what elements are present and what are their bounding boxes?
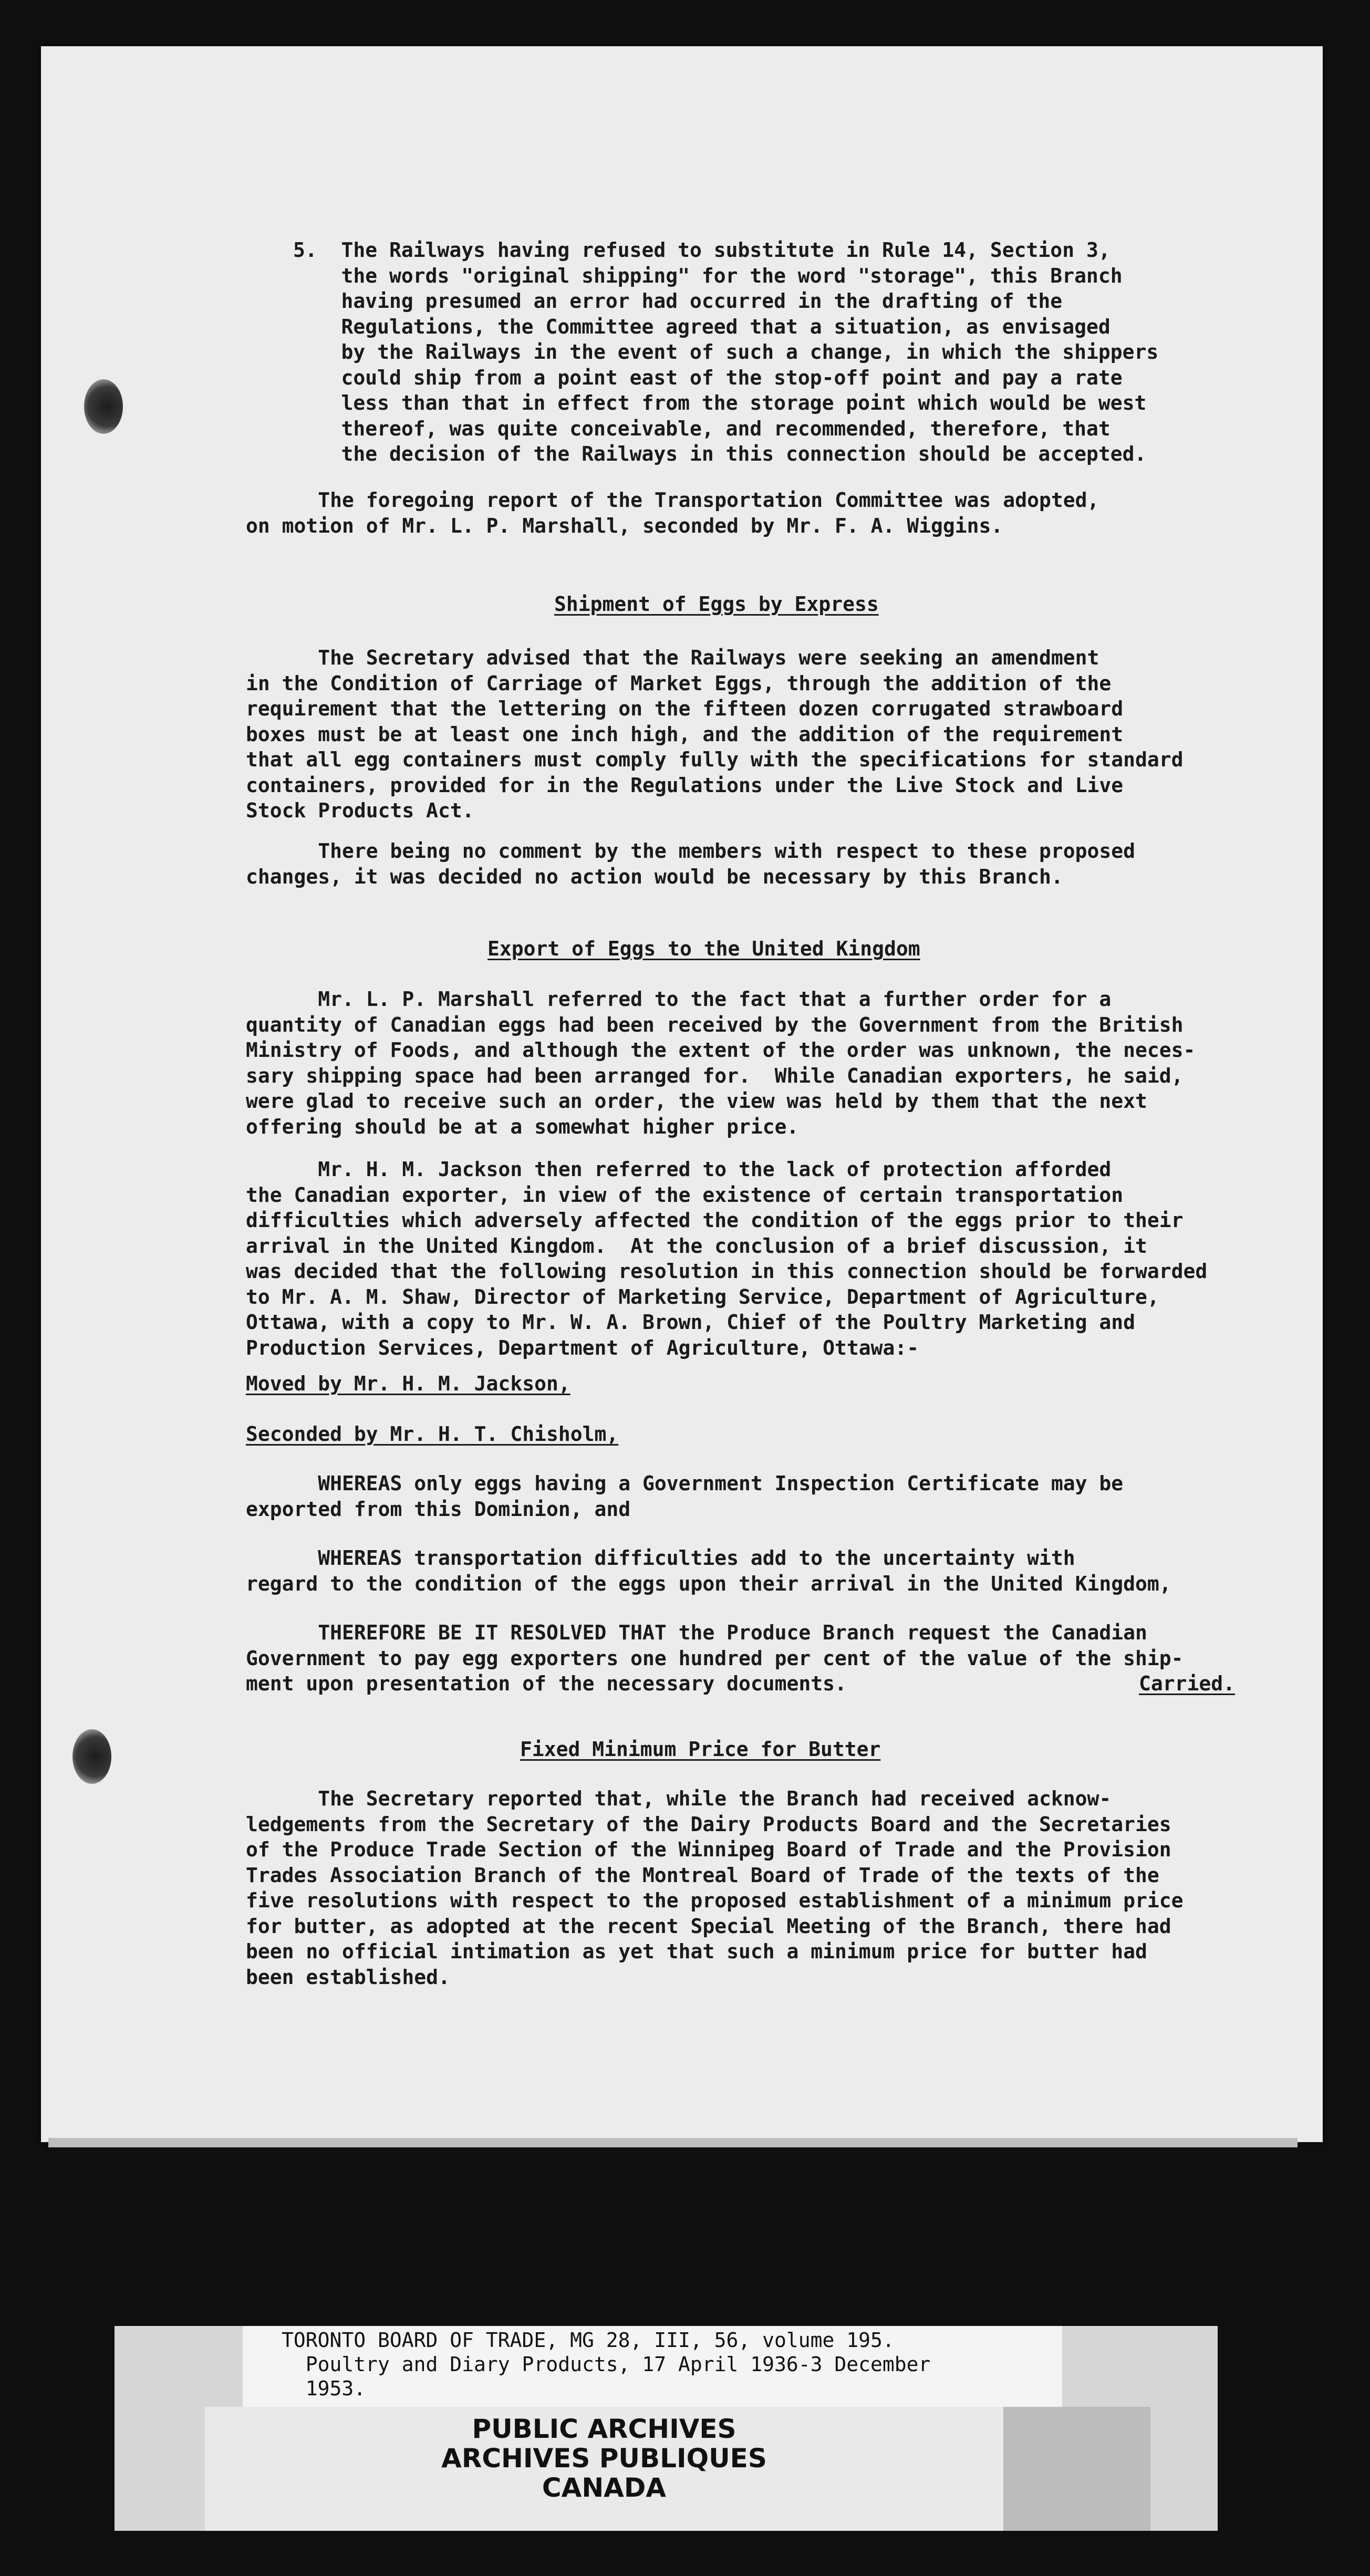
archive-label-tab	[1003, 2407, 1150, 2531]
export-uk-paragraph-2: Mr. H. M. Jackson then referred to the lack of protection afforded the Canadian exporter, in view of the existence of certain transportation difficulties which adversely affected the condition of the eggs prior to their arrival in the United Kingdom. At the conclusion of a brief discussion, it was decided that the following resolution in this connection should be forwarded to Mr. A. M. Shaw, Director of Marketing Service, Department of Agriculture, Ottawa, with a copy to Mr. W. A. Brown, Chief of the Poultry Marketing and Production Services, Department of Agriculture, Ottawa:-	[246, 1158, 1208, 1359]
item-5-paragraph: 5. The Railways having refused to substitute in Rule 14, Section 3, the words "original shipping" for the word "storage", this Branch having presumed an error had occurred in the drafting of the Regulations, the Committee agreed that a situation, as envisaged by the Railways in the event of such a change, in which the shippers could ship from a point east of the stop-off point and pay a rate less than that in effect from the storage point which would be west thereof, was quite conceivable, and recommended, therefore, that the decision of the Railways in this connection should be accepted.	[293, 238, 1159, 465]
page-edge	[48, 2138, 1298, 2147]
carried: Carried.	[1139, 1672, 1236, 1695]
seconded-by: Seconded by Mr. H. T. Chisholm,	[246, 1422, 619, 1446]
stamp-public-archives: PUBLIC ARCHIVES	[472, 2414, 736, 2444]
citation-line-2: Poultry and Diary Products, 17 April 1936-3 December	[282, 2353, 931, 2376]
stamp-canada: CANADA	[542, 2473, 667, 2503]
heading-export-uk: Export of Eggs to the United Kingdom	[487, 937, 920, 960]
eggs-express-paragraph-1: The Secretary advised that the Railways were seeking an amendment in the Condition of Carriage of Market Eggs, through the addition of the requirement that the lettering on the fifteen dozen corrugated strawboard boxes must be at least one inch high, and the addition of the requirement that all egg containers must comply fully with the specifications for standard containers, provided for in the Regulations under the Live Stock and Live Stock Products Act.	[246, 646, 1184, 822]
eggs-express-paragraph-2: There being no comment by the members with respect to these proposed changes, it was decided no action would be necessary by this Branch.	[246, 839, 1135, 888]
citation-line-1: TORONTO BOARD OF TRADE, MG 28, III, 56, volume 195.	[282, 2329, 895, 2352]
punch-hole-bottom	[72, 1729, 111, 1784]
whereas-1: WHEREAS only eggs having a Government Inspection Certificate may be exported from this Dominion, and	[246, 1472, 1124, 1521]
resolved-clause: THEREFORE BE IT RESOLVED THAT the Produce Branch request the Canadian Government to pay egg exporters one hundred per cent of the value of the ship- ment upon presentation of the necessary documents.	[246, 1621, 1184, 1695]
adoption-paragraph: The foregoing report of the Transportation Committee was adopted, on motion of Mr. L. P. Marshall, seconded by Mr. F. A. Wiggins.	[246, 489, 1099, 537]
heading-shipment-of-eggs: Shipment of Eggs by Express	[554, 593, 879, 616]
stamp-archives-publiques: ARCHIVES PUBLIQUES	[441, 2443, 767, 2474]
punch-hole-top	[84, 379, 123, 434]
butter-paragraph: The Secretary reported that, while the Branch had received acknow- ledgements from the Secretary of the Dairy Products Board and the Secretaries of the Produce Trade Section of the Winnipeg Board of Trade and the Provision Trades Association Branch of the Montreal Board of Trade of the texts of the five resolutions with respect to the proposed establishment of a minimum price for butter, as adopted at the recent Special Meeting of the Branch, there had been no official intimation as yet that such a minimum price for butter had been established.	[246, 1787, 1184, 1989]
export-uk-paragraph-1: Mr. L. P. Marshall referred to the fact that a further order for a quantity of Canadian eggs had been received by the Government from the British Ministry of Foods, and although the extent of the order was unknown, the neces- sary shipping space had been arranged for. While Canadian exporters, he said, were glad to receive such an order, the view was held by them that the next offering should be at a somewhat higher price.	[246, 988, 1196, 1138]
whereas-2: WHEREAS transportation difficulties add to the uncertainty with regard to the condition of the eggs upon their arrival in the United Kingdom,	[246, 1546, 1171, 1595]
heading-minimum-price-butter: Fixed Minimum Price for Butter	[520, 1738, 881, 1761]
citation-line-3: 1953.	[282, 2377, 366, 2400]
moved-by: Moved by Mr. H. M. Jackson,	[246, 1372, 570, 1395]
